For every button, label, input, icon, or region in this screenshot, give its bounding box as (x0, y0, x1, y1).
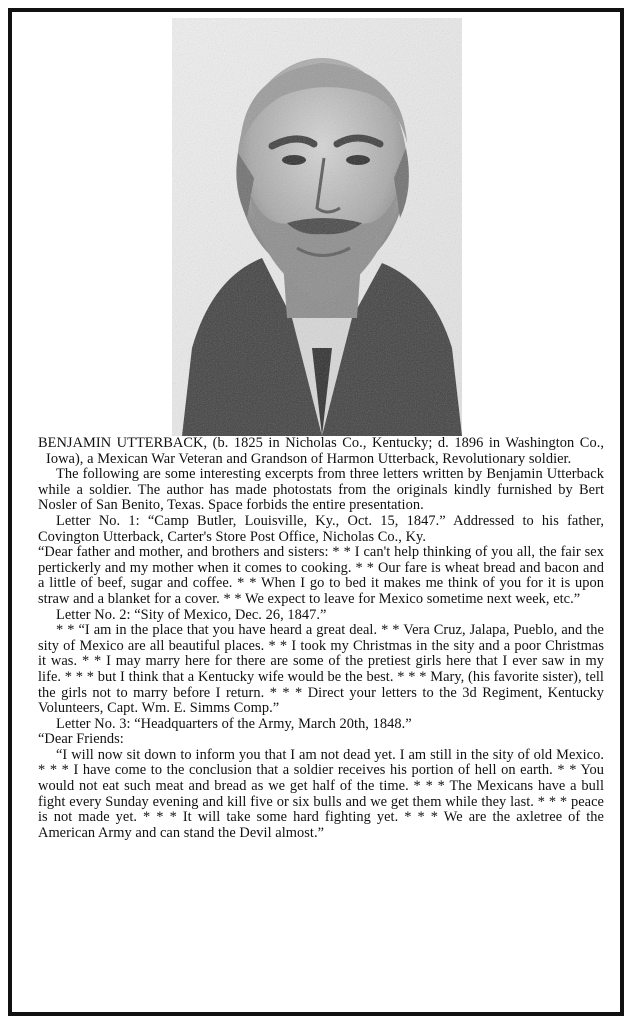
document-frame (8, 8, 624, 1016)
letter1-heading: Letter No. 1: “Camp Butler, Louisville, Ky., Oct. 15, 1847.” Addressed to his father, Covington Utterback, Carter's Store Post Office, Nicholas Co., Ky. (38, 512, 604, 545)
portrait-photo (172, 18, 462, 436)
letter2-body: * * “I am in the place that you have heard a great deal. * * Vera Cruz, Jalapa, Pueblo, and the sity of Mexico are all beautiful places. * * I took my Christmas in the sity and a poor Christmas it was. * * I may marry here for there are some of the pretiest girls here that I ever saw in my life. * * * but I think that a Kentucky wife would be the best. * * * Mary, (his favorite sister), tell the girls not to marry before I return. * * * Direct your letters to the 3d Regiment, Kentucky Volunteers, Capt. Wm. E. Simms Comp.” (38, 622, 604, 717)
photo-caption: BENJAMIN UTTERBACK, (b. 1825 in Nicholas Co., Kentucky; d. 1896 in Washington Co., Iowa), a Mexican War Veteran and Grandson of Harmon Utterback, Revolutionary soldier. (38, 435, 604, 467)
letter3-salutation: “Dear Friends: (38, 731, 124, 748)
letter3-heading: Letter No. 3: “Headquarters of the Army, March 20th, 1848.” (56, 715, 412, 732)
article-text (38, 436, 604, 841)
letter1-body: “Dear father and mother, and brothers and sisters: * * I can't help thinking of you all, the fair sex pertickerly and my mother when it comes to cooking. * * Our fare is wheat bread and bacon and a little of beef, sugar and coffee. * * When I go to bed it makes me think of you for it is upon straw and a blanket for a cover. * * We expect to leave for Mexico sometime next week, etc.” (38, 544, 604, 607)
letter3-body: “I will now sit down to inform you that I am not dead yet. I am still in the sity of old Mexico. * * * I have come to the conclusion that a soldier receives his portion of hell on earth. * * You would not eat such meat and bread as we get half of the time. * * * The Mexicans have a bull fight every Sunday evening and kill five or six bulls and we get them while they last. * * * peace is not made yet. * * * It will take some hard fighting yet. * * * We are the axletree of the American Army and can stand the Devil almost.” (38, 746, 604, 841)
letter2-heading: Letter No. 2: “Sity of Mexico, Dec. 26, 1847.” (56, 606, 327, 623)
intro-paragraph: The following are some interesting excerpts from three letters written by Benjamin Utterback while a soldier. The author has made photostats from the originals kindly furnished by Bert Nosler of San Benito, Texas. Space forbids the entire presentation. (38, 466, 604, 514)
